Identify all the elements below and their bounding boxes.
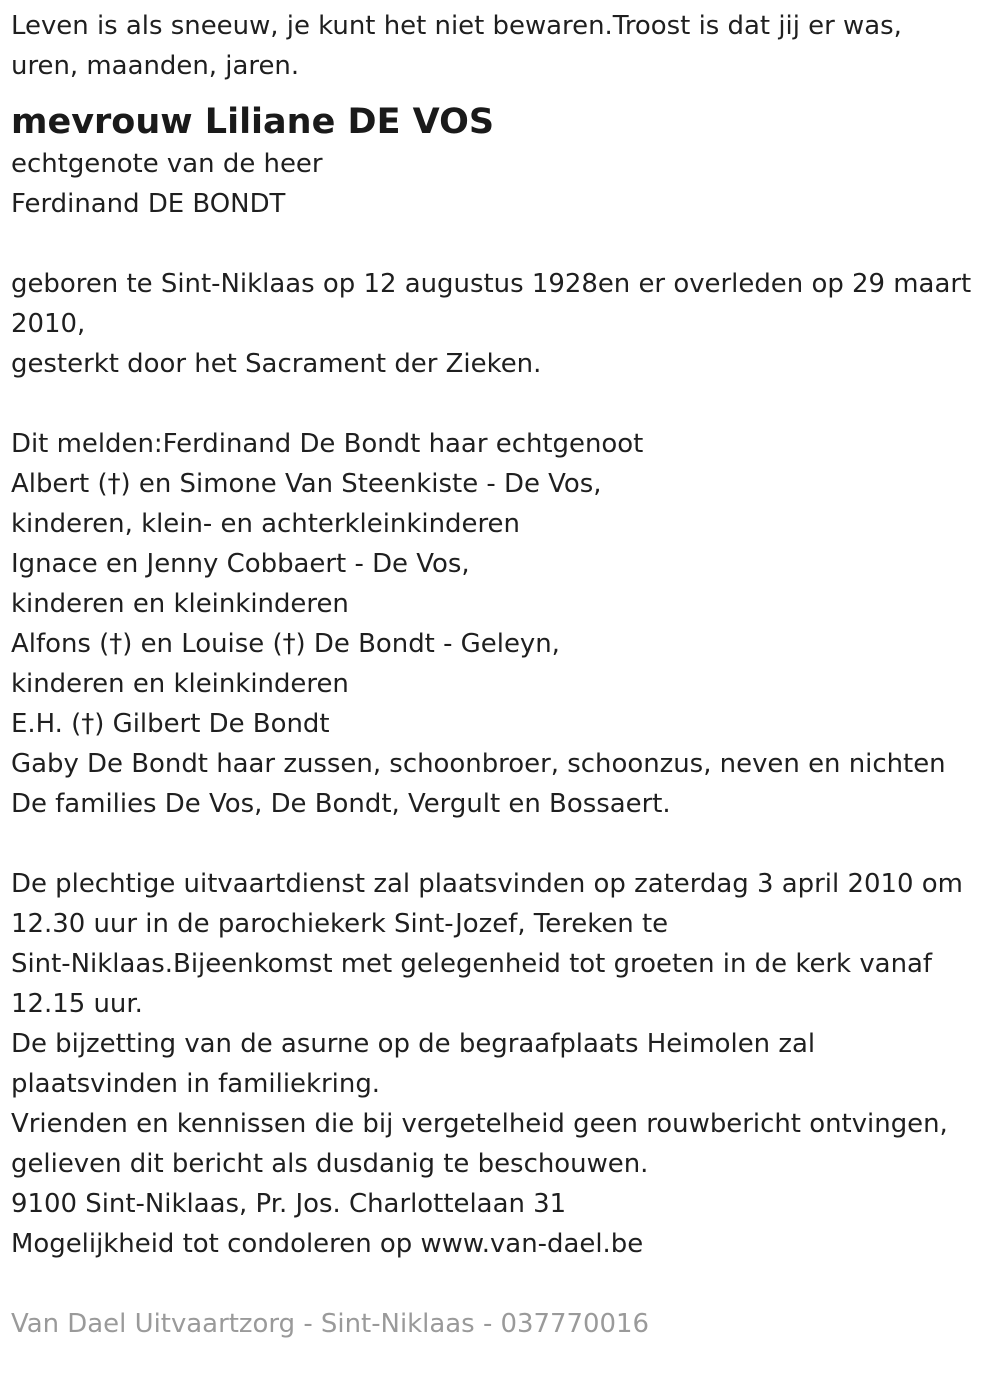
service-line: De plechtige uitvaartdienst zal plaatsvinden op zaterdag 3 april 2010 om xyxy=(11,869,963,899)
family-line: Albert (†) en Simone Van Steenkiste - De Vos, xyxy=(11,469,602,499)
deceased-name: mevrouw Liliane DE VOS xyxy=(11,102,495,142)
service-line: Sint-Niklaas.Bijeenkomst met gelegenheid tot groeten in de kerk vanaf xyxy=(11,949,933,979)
spouse-info xyxy=(11,144,991,224)
spacer xyxy=(11,384,991,424)
spouse-line: Ferdinand DE BONDT xyxy=(11,189,286,219)
funeral-home-footer: Van Dael Uitvaartzorg - Sint-Niklaas - 037770016 xyxy=(11,1309,650,1339)
dates-line: 2010, xyxy=(11,309,86,339)
service-line: 12.15 uur. xyxy=(11,989,143,1019)
family-line: Dit melden:Ferdinand De Bondt haar echtgenoot xyxy=(11,429,644,459)
family-line: kinderen, klein- en achterkleinkinderen xyxy=(11,509,520,539)
dates-line: gesterkt door het Sacrament der Zieken. xyxy=(11,349,542,379)
service-line: De bijzetting van de asurne op de begraafplaats Heimolen zal xyxy=(11,1029,816,1059)
spacer xyxy=(11,224,991,264)
spouse-line: echtgenote van de heer xyxy=(11,149,323,179)
obituary-notice xyxy=(11,6,991,1344)
spacer xyxy=(11,824,991,864)
family-line: Ignace en Jenny Cobbaert - De Vos, xyxy=(11,549,470,579)
service-line: gelieven dit bericht als dusdanig te beschouwen. xyxy=(11,1149,649,1179)
intro-line: Leven is als sneeuw, je kunt het niet bewaren.Troost is dat jij er was, xyxy=(11,11,902,41)
address-line: 9100 Sint-Niklaas, Pr. Jos. Charlottelaan 31 xyxy=(11,1189,567,1219)
condolence-line: Mogelijkheid tot condoleren op www.van-dael.be xyxy=(11,1229,644,1259)
family-line: kinderen en kleinkinderen xyxy=(11,669,349,699)
service-line: 12.30 uur in de parochiekerk Sint-Jozef, Tereken te xyxy=(11,909,669,939)
family-list xyxy=(11,424,991,824)
family-line: De families De Vos, De Bondt, Vergult en Bossaert. xyxy=(11,789,671,819)
birth-death-info xyxy=(11,264,991,384)
spacer xyxy=(11,1264,991,1304)
service-line: Vrienden en kennissen die bij vergetelheid geen rouwbericht ontvingen, xyxy=(11,1109,948,1139)
intro-quote xyxy=(11,6,991,86)
family-line: kinderen en kleinkinderen xyxy=(11,589,349,619)
family-line: Gaby De Bondt haar zussen, schoonbroer, schoonzus, neven en nichten xyxy=(11,749,946,779)
service-line: plaatsvinden in familiekring. xyxy=(11,1069,381,1099)
service-info xyxy=(11,864,991,1264)
family-line: E.H. (†) Gilbert De Bondt xyxy=(11,709,330,739)
dates-line: geboren te Sint-Niklaas op 12 augustus 1928en er overleden op 29 maart xyxy=(11,269,972,299)
family-line: Alfons (†) en Louise (†) De Bondt - Geleyn, xyxy=(11,629,560,659)
intro-line: uren, maanden, jaren. xyxy=(11,51,300,81)
